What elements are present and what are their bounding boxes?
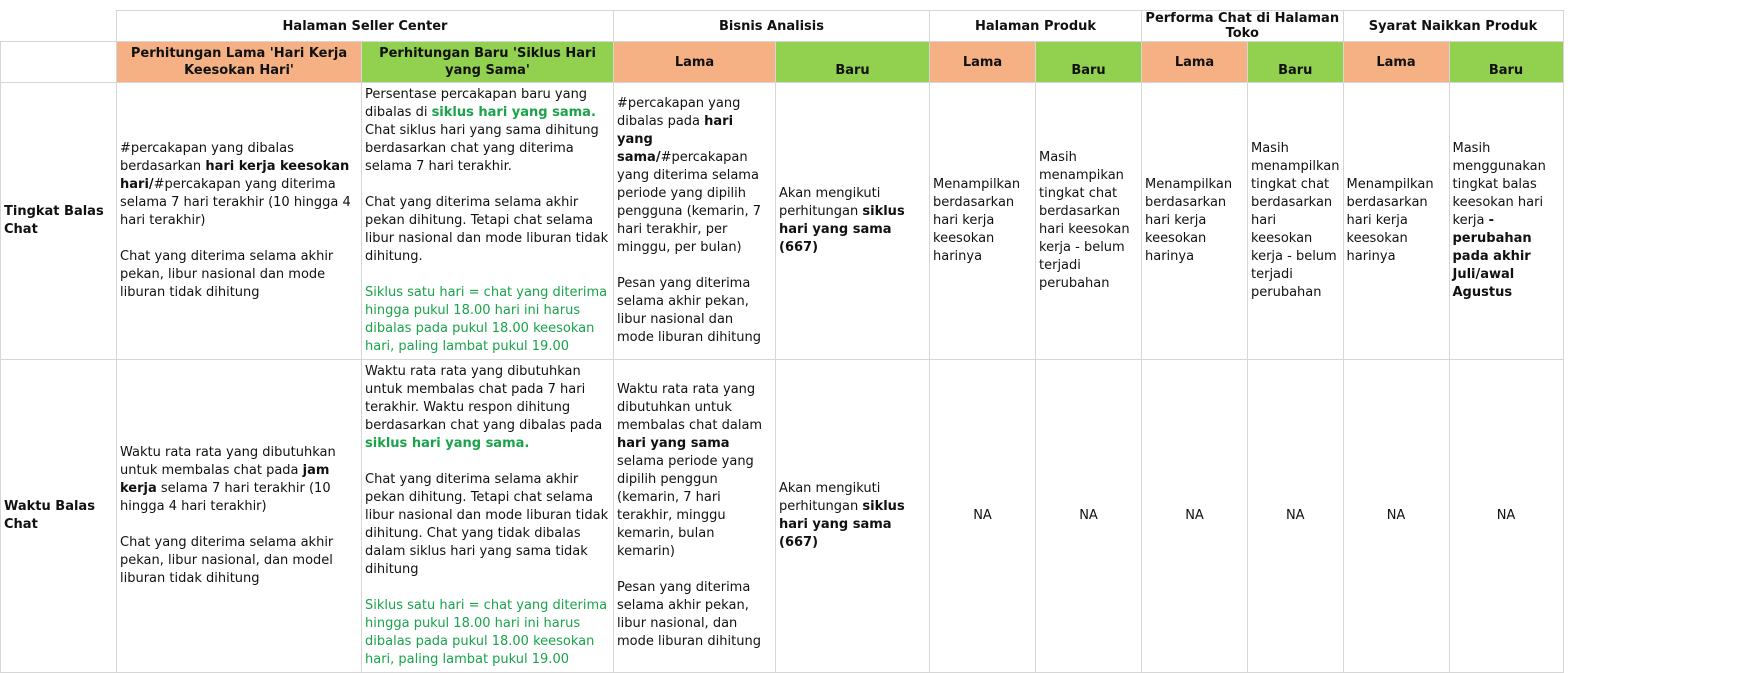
header-baru-performa[interactable]: Baru — [1248, 42, 1344, 83]
group-syarat-naikkan[interactable]: Syarat Naikkan Produk — [1343, 11, 1563, 42]
cell-r2-produk-lama[interactable]: NA — [930, 360, 1036, 673]
cell-r2-bisnis-baru[interactable]: Akan mengikuti perhitungan siklus hari yang sama (667) — [776, 360, 930, 673]
table-row — [1, 360, 1564, 673]
group-halaman-produk[interactable]: Halaman Produk — [930, 11, 1142, 42]
header-baru-bisnis[interactable]: Baru — [776, 42, 930, 83]
header-lama-seller[interactable]: Perhitungan Lama 'Hari Kerja Keesokan Hari' — [117, 42, 362, 83]
comparison-table — [0, 10, 1564, 673]
cell-r2-performa-lama[interactable]: NA — [1142, 360, 1248, 673]
header-lama-performa[interactable]: Lama — [1142, 42, 1248, 83]
header-lama-bisnis[interactable]: Lama — [614, 42, 776, 83]
cell-r2-bisnis-lama[interactable]: Waktu rata rata yang dibutuhkan untuk membalas chat dalam hari yang sama selama periode yang dipilih penggun (kemarin, 7 hari terakhir, minggu kemarin, bulan kemarin) Pesan yang diterima selama akhir pekan, libur nasional, dan mode liburan dihitung — [614, 360, 776, 673]
spreadsheet — [0, 10, 1564, 673]
cell-r1-performa-baru[interactable]: Masih menampilkan tingkat chat berdasarkan hari keesokan kerja - belum terjadi perubahan — [1248, 83, 1344, 360]
cell-r1-bisnis-lama[interactable]: #percakapan yang dibalas pada hari yang sama/#percakapan yang diterima selama periode yang dipilih pengguna (kemarin, 7 hari terakhir, per minggu, per bulan) Pesan yang diterima selama akhir pekan, libur nasional dan mode liburan dihitung — [614, 83, 776, 360]
sub-header-row — [1, 42, 1564, 83]
group-header-row — [1, 11, 1564, 42]
cell-r1-performa-lama[interactable]: Menampilkan berdasarkan hari kerja keesokan harinya — [1142, 83, 1248, 360]
table-row — [1, 83, 1564, 360]
cell-r2-lama-seller[interactable]: Waktu rata rata yang dibutuhkan untuk membalas chat pada jam kerja selama 7 hari terakhir (10 hingga 4 hari terakhir) Chat yang diterima selama akhir pekan, libur nasional, dan model liburan tidak dihitung — [117, 360, 362, 673]
row-label-tingkat-balas[interactable]: Tingkat Balas Chat — [1, 83, 117, 360]
header-baru-syarat[interactable]: Baru — [1449, 42, 1563, 83]
row-label-waktu-balas[interactable]: Waktu Balas Chat — [1, 360, 117, 673]
cell-r1-baru-seller[interactable]: Persentase percakapan baru yang dibalas di siklus hari yang sama. Chat siklus hari yang sama dihitung berdasarkan chat yang diterima selama 7 hari terakhir. Chat yang diterima selama akhir pekan dihitung. Tetapi chat selama libur nasional dan mode liburan tidak dihitung. Siklus satu hari = chat yang diterima hingga pukul 18.00 hari ini harus dibalas pada pukul 18.00 keesokan hari, paling lambat pukul 19.00 — [362, 83, 614, 360]
cell-r2-produk-baru[interactable]: NA — [1036, 360, 1142, 673]
cell-r1-bisnis-baru[interactable]: Akan mengikuti perhitungan siklus hari yang sama (667) — [776, 83, 930, 360]
cell-r1-syarat-baru[interactable]: Masih menggunakan tingkat balas keesokan hari kerja - perubahan pada akhir Juli/awal Agustus — [1449, 83, 1563, 360]
cell-r1-lama-seller[interactable]: #percakapan yang dibalas berdasarkan hari kerja keesokan hari/#percakapan yang diterima selama 7 hari terakhir (10 hingga 4 hari terakhir) Chat yang diterima selama akhir pekan, libur nasional dan mode liburan tidak dihitung — [117, 83, 362, 360]
cell-r1-produk-lama[interactable]: Menampilkan berdasarkan hari kerja keesokan harinya — [930, 83, 1036, 360]
cell-r2-syarat-lama[interactable]: NA — [1343, 360, 1449, 673]
cell-r2-performa-baru[interactable]: NA — [1248, 360, 1344, 673]
cell-r1-syarat-lama[interactable]: Menampilkan berdasarkan hari kerja keesokan harinya — [1343, 83, 1449, 360]
corner-cell-2 — [1, 42, 117, 83]
cell-r2-syarat-baru[interactable]: NA — [1449, 360, 1563, 673]
group-seller-center[interactable]: Halaman Seller Center — [117, 11, 614, 42]
cell-r1-produk-baru[interactable]: Masih menampikan tingkat chat berdasarkan hari keesokan kerja - belum terjadi perubahan — [1036, 83, 1142, 360]
corner-cell — [1, 11, 117, 42]
cell-r2-baru-seller[interactable]: Waktu rata rata yang dibutuhkan untuk membalas chat pada 7 hari terakhir. Waktu respon dihitung berdasarkan chat yang dibalas pada siklus hari yang sama. Chat yang diterima selama akhir pekan dihitung. Tetapi chat selama libur nasional dan mode liburan tidak dihitung. Chat yang tidak dibalas dalam siklus hari yang sama tidak dihitung Siklus satu hari = chat yang diterima hingga pukul 18.00 hari ini harus dibalas pada pukul 18.00 keesokan hari, paling lambat pukul 19.00 — [362, 360, 614, 673]
header-baru-produk[interactable]: Baru — [1036, 42, 1142, 83]
header-baru-seller[interactable]: Perhitungan Baru 'Siklus Hari yang Sama' — [362, 42, 614, 83]
group-bisnis-analisis[interactable]: Bisnis Analisis — [614, 11, 930, 42]
group-performa-chat[interactable]: Performa Chat di Halaman Toko — [1142, 11, 1344, 42]
header-lama-produk[interactable]: Lama — [930, 42, 1036, 83]
header-lama-syarat[interactable]: Lama — [1343, 42, 1449, 83]
